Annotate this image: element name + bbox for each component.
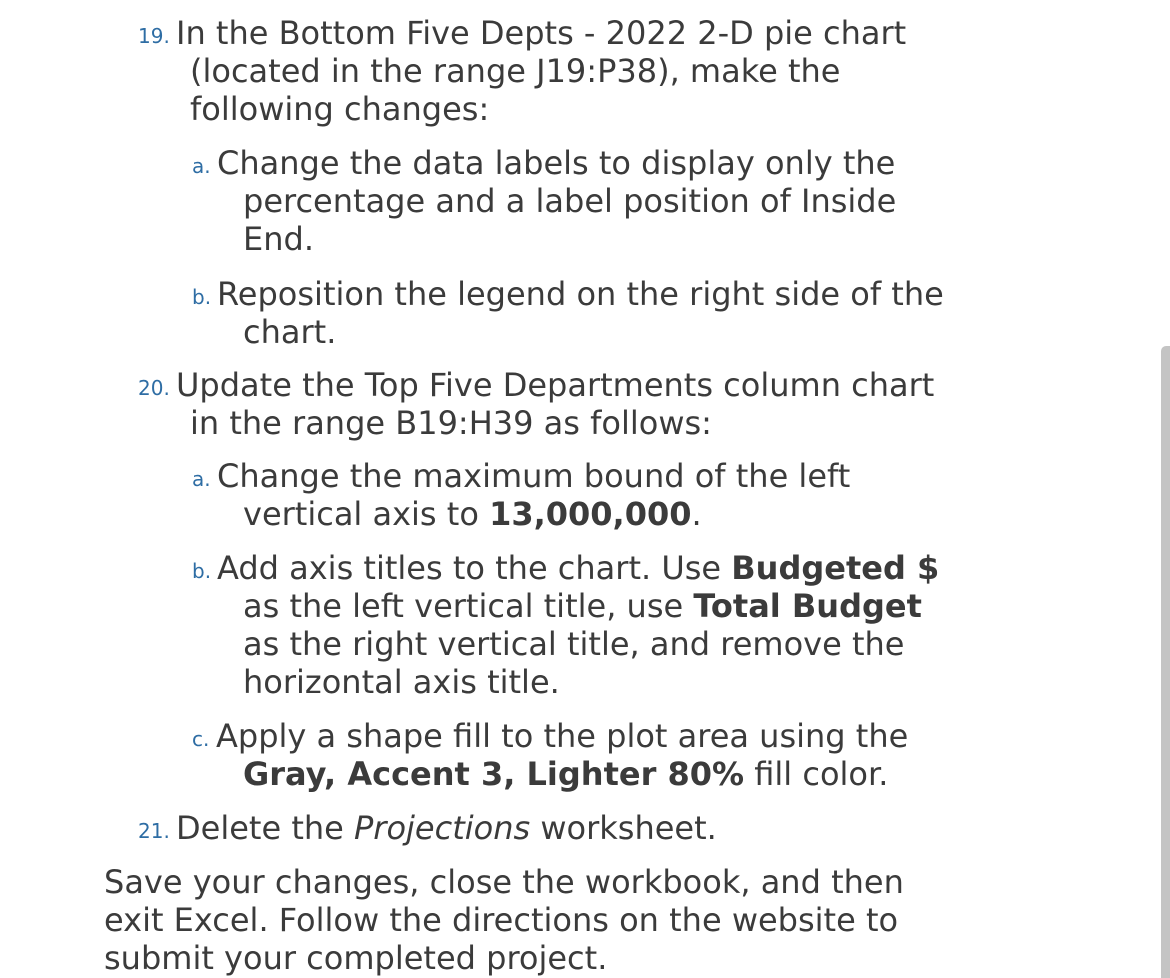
substep-letter: b. — [192, 285, 212, 309]
substep-text-line — [243, 587, 922, 625]
step-text-line: in the range B19:H39 as follows: — [190, 404, 712, 442]
step-text-line: Update the Top Five Departments column chart — [176, 366, 935, 404]
substep-letter: b. — [192, 559, 212, 583]
substep-letter: a. — [192, 467, 211, 491]
closing-line: submit your completed project. — [104, 939, 608, 977]
step-text-line: In the Bottom Five Depts - 2022 2-D pie chart — [176, 14, 907, 52]
closing-line: Save your changes, close the workbook, and then — [104, 863, 904, 901]
text-segment: as the left vertical title, use — [243, 587, 694, 625]
text-segment: Delete the — [176, 809, 354, 847]
text-segment: fill color. — [744, 755, 889, 793]
step-text-line: following changes: — [190, 90, 490, 128]
vertical-scrollbar[interactable] — [1161, 346, 1170, 978]
text-segment: vertical axis to — [243, 495, 490, 533]
closing-line: exit Excel. Follow the directions on the website to — [104, 901, 899, 939]
substep-text-line: chart. — [243, 313, 337, 351]
text-segment: Add axis titles to the chart. Use — [217, 549, 732, 587]
substep-text-line: End. — [243, 220, 314, 258]
substep-letter: a. — [192, 154, 211, 178]
bold-value: Budgeted $ — [731, 549, 940, 587]
bold-value: Gray, Accent 3, Lighter 80% — [243, 755, 745, 793]
step-text-line: (located in the range J19:P38), make the — [190, 52, 841, 90]
text-segment: worksheet. — [530, 809, 717, 847]
substep-text-line: as the right vertical title, and remove the — [243, 625, 905, 663]
substep-text-line — [217, 549, 939, 587]
step-text-line — [176, 809, 717, 847]
substep-text-line — [243, 495, 702, 533]
bold-value: 13,000,000 — [489, 495, 692, 533]
substep-text-line: Reposition the legend on the right side of the — [217, 275, 944, 313]
text-segment: . — [691, 495, 702, 533]
substep-text-line: Change the maximum bound of the left — [217, 457, 851, 495]
step-number: 21. — [138, 819, 170, 843]
substep-text-line: Apply a shape fill to the plot area using the — [216, 717, 909, 755]
substep-text-line: percentage and a label position of Inside — [243, 182, 897, 220]
worksheet-name: Projections — [354, 809, 531, 847]
substep-text-line: Change the data labels to display only the — [217, 144, 896, 182]
substep-letter: c. — [192, 727, 210, 751]
step-number: 20. — [138, 376, 170, 400]
step-number: 19. — [138, 24, 170, 48]
substep-text-line: horizontal axis title. — [243, 663, 560, 701]
bold-value: Total Budget — [693, 587, 922, 625]
substep-text-line — [243, 755, 888, 793]
